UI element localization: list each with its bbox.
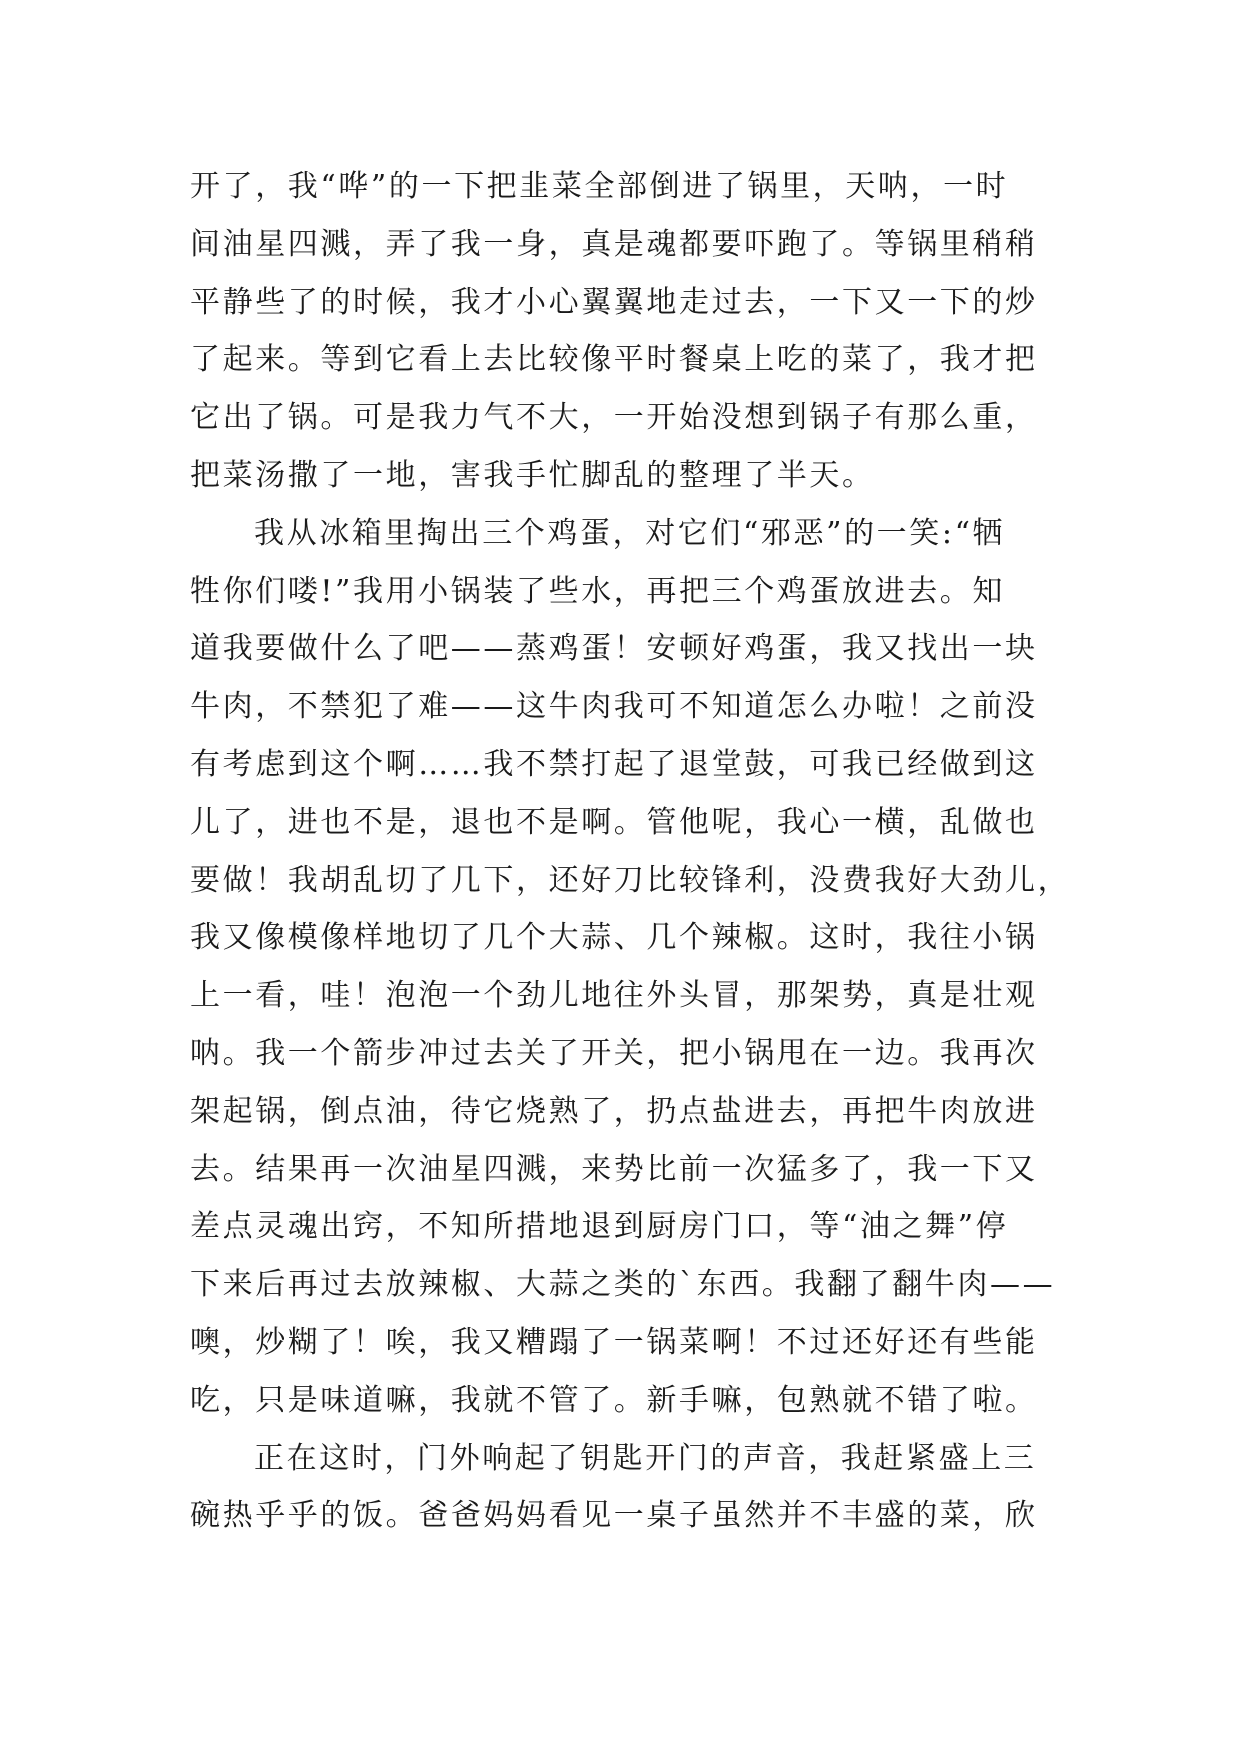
- text-line: 开了，我“哗”的一下把韭菜全部倒进了锅里，天呐，一时: [190, 169, 1009, 204]
- text-line: 架起锅，倒点油，待它烧熟了，扔点盐进去，再把牛肉放进: [190, 1093, 1038, 1129]
- text-line: 呐。我一个箭步冲过去关了开关，把小锅甩在一边。我再次: [190, 1035, 1038, 1071]
- text-line: 它出了锅。可是我力气不大，一开始没想到锅子有那么重，: [190, 400, 1038, 436]
- text-line: 了起来。等到它看上去比较像平时餐桌上吃的菜了，我才把: [190, 342, 1038, 378]
- text-line: 把菜汤撒了一地，害我手忙脚乱的整理了半天。: [190, 457, 875, 493]
- text-line: 差点灵魂出窍，不知所措地退到厨房门口，等“油之舞”停: [190, 1209, 1009, 1245]
- body-text: [190, 158, 1071, 1545]
- text-line: 我又像模像样地切了几个大蒜、几个辣椒。这时，我往小锅: [190, 920, 1038, 956]
- text-line: 要做！我胡乱切了几下，还好刀比较锋利，没费我好大劲儿，: [190, 862, 1071, 898]
- text-line: 间油星四溅，弄了我一身，真是魂都要吓跑了。等锅里稍稍: [190, 226, 1038, 262]
- text-line: 道我要做什么了吧——蒸鸡蛋！安顿好鸡蛋，我又找出一块: [190, 631, 1038, 667]
- text-line: 下来后再过去放辣椒、大蒜之类的`东西。我翻了翻牛肉——: [190, 1267, 1056, 1303]
- text-line: 正在这时，门外响起了钥匙开门的声音，我赶紧盛上三: [254, 1440, 1037, 1476]
- text-line: 吃，只是味道嘛，我就不管了。新手嘛，包熟就不错了啦。: [190, 1382, 1038, 1418]
- text-line: 我从冰箱里掏出三个鸡蛋，对它们“邪恶”的一笑:“牺: [254, 515, 1006, 551]
- text-line: 去。结果再一次油星四溅，来势比前一次猛多了，我一下又: [190, 1151, 1038, 1187]
- text-line: 平静些了的时候，我才小心翼翼地走过去，一下又一下的炒: [190, 284, 1038, 320]
- text-line: 牛肉，不禁犯了难——这牛肉我可不知道怎么办啦！之前没: [190, 689, 1038, 725]
- text-line: 牲你们喽!”我用小锅装了些水，再把三个鸡蛋放进去。知: [190, 573, 1005, 609]
- text-line: 噢，炒糊了！唉，我又糟蹋了一锅菜啊！不过还好还有些能: [190, 1324, 1038, 1360]
- text-line: 碗热乎乎的饭。爸爸妈妈看见一桌子虽然并不丰盛的菜，欣: [190, 1498, 1038, 1534]
- text-line: 儿了，进也不是，退也不是啊。管他呢，我心一横，乱做也: [190, 804, 1038, 840]
- text-line: 上一看，哇！泡泡一个劲儿地往外头冒，那架势，真是壮观: [190, 978, 1038, 1014]
- text-line: 有考虑到这个啊……我不禁打起了退堂鼓，可我已经做到这: [190, 746, 1038, 782]
